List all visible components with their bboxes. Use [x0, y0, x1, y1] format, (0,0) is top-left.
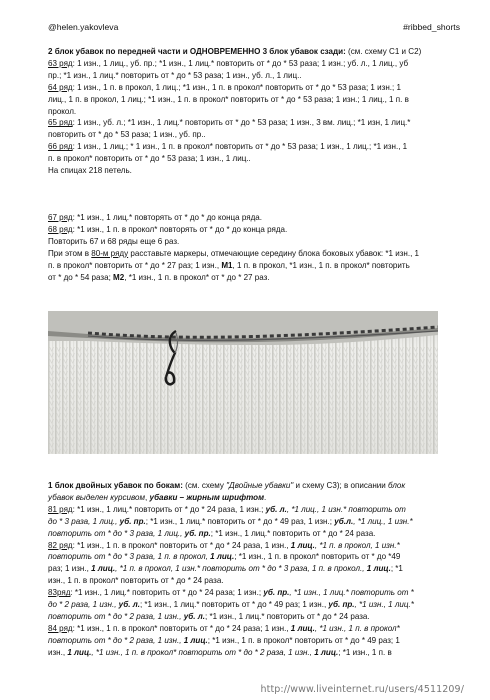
- row-68-line: 68 ряд: *1 изн., 1 п. в прокол* повторять от * до * до конца ряда.: [48, 224, 288, 234]
- row-84-line: 84 ряд: *1 изн., 1 п. в прокол* повторить от * до * 24 раза; 1 изн., 1 лиц., *1 изн., 1 п. в прокол*: [48, 623, 400, 633]
- row-83-line-3: повторить от * до * 2 раза, 1 изн., уб. л.; *1 изн., 1 лиц.* повторить от * до * 24 раза.: [48, 611, 370, 621]
- row-80-label: 80-м ряду: [91, 248, 129, 258]
- page-header: [48, 22, 460, 32]
- section-title-line-2: убавок выделен курсивом, убавки – жирным шрифтом.: [48, 492, 267, 502]
- row-82-line-3: раз; 1 изн., 1 лиц., *1 п. в прокол, 1 изн.* повторить от * до * 3 разa, 1 п. в прокол., 1 лиц.; *1: [48, 564, 403, 574]
- row-83-label: 83ряд: [48, 588, 71, 598]
- row-64-line-3: прокол.: [48, 106, 77, 116]
- knitting-photo-graphic: [48, 311, 438, 454]
- knitting-photo: [48, 311, 438, 454]
- row-84-line-2: повторить от * до * 2 раза, 1 изн., 1 лиц.; *1 изн., 1 п. в прокол* повторить от * до * 49 раз; 1: [48, 635, 400, 645]
- row-84-line-3: изн., 1 лиц., *1 изн., 1 п. в прокол* повторить от * до * 2 раза, 1 изн., 1 лиц.; *1 изн., 1 п. в: [48, 647, 392, 657]
- section-title: 2 блок убавок по передней части и ОДНОВРЕМЕННО 3 блок убавок сзади: (см. схему С1 и С2): [48, 47, 422, 56]
- row-84-label: 84 ряд: [48, 623, 73, 633]
- row-64-label: 64 ряд: [48, 82, 73, 92]
- row-81-line-2: до * 3 раза, 1 лиц., уб. пр.; *1 изн., 1 лиц.* повторить от * до * 49 раз, 1 изн.; уб.л., *1 лиц., 1 изн.*: [48, 516, 413, 526]
- row-82-line-2: повторить от * до * 3 раза, 1 п. в прокол, 1 лиц.; *1 изн., 1 п. в прокол* повторить от * до *49: [48, 552, 401, 562]
- row-83-line: 83ряд: *1 изн., 1 лиц.* повторить от * до * 24 раза; 1 изн.; уб. пр., *1 изн., 1 лиц.* повторить от *: [48, 588, 414, 598]
- row-66-label: 66 ряд: [48, 142, 73, 152]
- section-title: 1 блок двойных убавок по бокам: (см. схему "Двойные убавки" и схему С3); в описании блок: [48, 481, 406, 490]
- section-decrease-block-2: [48, 46, 462, 177]
- row-81-label: 81 ряд: [48, 504, 73, 514]
- row-65-line: 65 ряд: 1 изн., уб. л.; *1 изн., 1 лиц.* повторить от * до * 53 раза; 1 изн., 3 вм. лиц.; *1 изн, 1 лиц.*: [48, 118, 411, 128]
- section-double-decreases: [48, 480, 462, 659]
- row-66-line: 66 ряд: 1 изн., 1 лиц.; * 1 изн., 1 п. в прокол* повторить от * до * 53 раза; 1 изн., 1 лиц.; *1 изн., 1: [48, 142, 408, 152]
- row-65-line-2: повторить от * до * 53 раза; 1 изн., уб. пр..: [48, 130, 206, 140]
- source-watermark: http://www.liveinternet.ru/users/4511209/: [260, 684, 464, 695]
- stitch-count: На спицах 218 петель.: [48, 166, 132, 176]
- row-81-line: 81 ряд: *1 изн., 1 лиц.* повторить от * до * 24 раза, 1 изн.; уб. л., *1 лиц., 1 изн.* повторить от: [48, 504, 406, 514]
- marker-m1: М1: [221, 260, 233, 270]
- row-82-line-4: изн., 1 п. в прокол* повторить от * до * 24 раза.: [48, 576, 224, 586]
- repeat-note: Повторить 67 и 68 ряды еще 6 раз.: [48, 236, 180, 246]
- row-82-label: 82 ряд: [48, 540, 73, 550]
- row-63-label: 63 ряд: [48, 58, 73, 68]
- row-67-line: 67 ряд: *1 изн., 1 лиц.* повторять от * до * до конца ряда.: [48, 213, 263, 222]
- row-64-line-2: лиц., 1 п. в прокол, 1 лиц.; *1 изн., 1 п. в прокол* повторить от * до * 53 раза; 1 изн.; 1 лиц., 1 п. в: [48, 94, 409, 104]
- hashtag: #ribbed_shorts: [403, 22, 460, 32]
- marker-note-line-2: п. в прокол* повторить от * до * 27 раз; 1 изн., М1, 1 п. в прокол, *1 изн., 1 п. в прокол* повторить: [48, 260, 410, 270]
- row-67-label: 67 ряд: [48, 213, 73, 222]
- row-83-line-2: до * 2 раза, 1 изн., уб. л.; *1 изн., 1 лиц.* повторить от * до * 49 раз; 1 изн., уб. пр., *1 изн., 1 лиц.*: [48, 600, 414, 610]
- row-65-label: 65 ряд: [48, 118, 73, 128]
- author-handle: @helen.yakovleva: [48, 22, 119, 32]
- row-68-label: 68 ряд: [48, 224, 73, 234]
- marker-note-line-3: от * до * 54 раза; М2, *1 изн., 1 п. в прокол* от * до * 27 раз.: [48, 272, 270, 282]
- row-82-line: 82 ряд: *1 изн., 1 п. в прокол* повторить от * до * 24 раза, 1 изн., 1 лиц., *1 п. в прокол, 1 изн.*: [48, 540, 400, 550]
- marker-m2: М2: [113, 272, 125, 282]
- row-66-line-2: п. в прокол* повторить от * до * 53 раза; 1 изн., 1 лиц..: [48, 154, 251, 164]
- row-63-line-2: пр.; *1 изн., 1 лиц.* повторить от * до * 53 раза; 1 изн., уб. л., 1 лиц..: [48, 70, 302, 80]
- section-rows-67-80: [48, 212, 462, 283]
- row-81-line-3: повторить от * до * 3 раза, 1 лиц., уб. пр.; *1 изн., 1 лиц.* повторить от * до * 24 раза.: [48, 528, 376, 538]
- row-64-line: 64 ряд: 1 изн., 1 п. в прокол, 1 лиц.; *1 изн., 1 п. в прокол* повторить от * до * 53 раза; 1 изн.; 1: [48, 82, 401, 92]
- row-63-line: 63 ряд: 1 изн., 1 лиц., уб. пр.; *1 изн., 1 лиц.* повторить от * до * 53 раза; 1 изн.; уб. л., 1 лиц., уб: [48, 58, 409, 68]
- marker-note-line: При этом в 80-м ряду расставьте маркеры, отмечающие середину блока боковых убавок: *1 изн., 1: [48, 248, 420, 258]
